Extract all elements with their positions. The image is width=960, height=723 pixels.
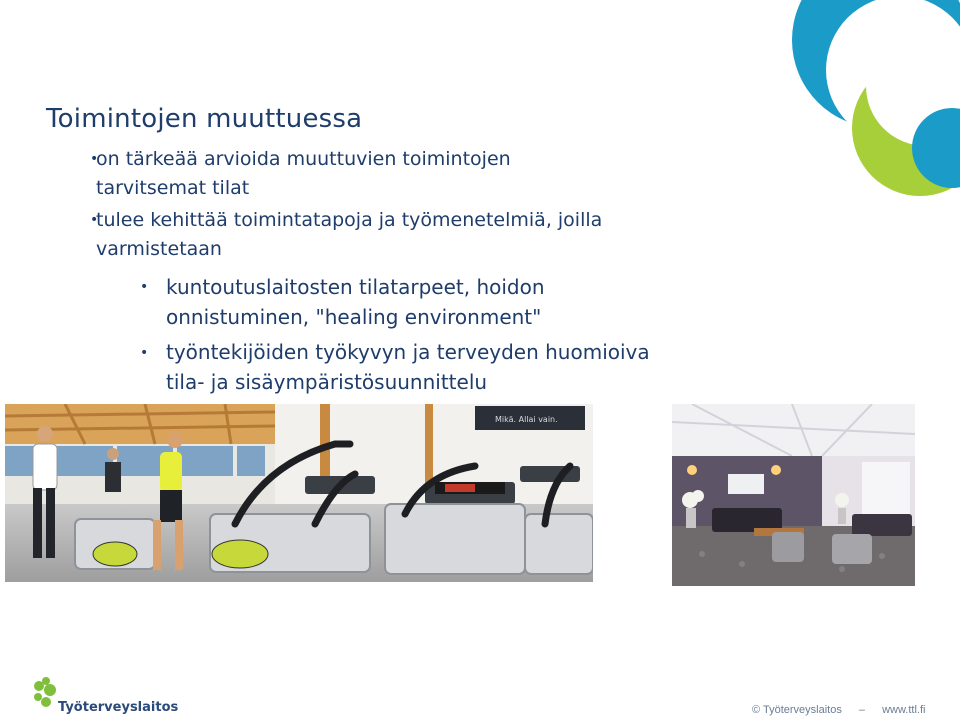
footer-separator: – xyxy=(858,704,866,716)
logo-mark-icon xyxy=(30,676,60,710)
sub-bullet-line: kuntoutuslaitosten tilatarpeet, hoidon xyxy=(166,275,545,299)
bullet-item xyxy=(96,145,776,203)
bullet-dot: • xyxy=(90,151,99,167)
logo-text: Työterveyslaitos xyxy=(58,700,179,715)
bullet-line: tulee kehittää toimintatapoja ja työmenetelmiä, joilla xyxy=(96,209,603,231)
bullet-line: tarvitsemat tilat xyxy=(96,177,250,199)
lounge-photo xyxy=(672,404,915,586)
sub-bullet-line: tila- ja sisäympäristösuunnittelu xyxy=(166,370,488,394)
bullet-item xyxy=(96,206,776,264)
sub-bullet-line: onnistuminen, "healing environment" xyxy=(166,305,542,329)
sub-bullet-dot: • xyxy=(140,345,149,361)
gym-screen-text: Mikä. Allai vain. xyxy=(495,415,558,424)
slide-title: Toimintojen muuttuessa xyxy=(46,104,363,134)
footer xyxy=(752,704,925,716)
bullet-line: on tärkeää arvioida muuttuvien toimintojen xyxy=(96,148,511,170)
sub-bullet-item xyxy=(166,337,786,397)
bullet-line: varmistetaan xyxy=(96,238,222,260)
gym-photo xyxy=(5,404,593,582)
footer-copyright: © Työterveyslaitos xyxy=(752,704,842,716)
sub-bullet-dot: • xyxy=(140,279,149,295)
bullet-dot: • xyxy=(90,212,99,228)
footer-url: www.ttl.fi xyxy=(882,704,926,716)
sub-bullet-line: työntekijöiden työkyvyn ja terveyden huomioiva xyxy=(166,340,650,364)
sub-bullet-item xyxy=(166,272,786,332)
